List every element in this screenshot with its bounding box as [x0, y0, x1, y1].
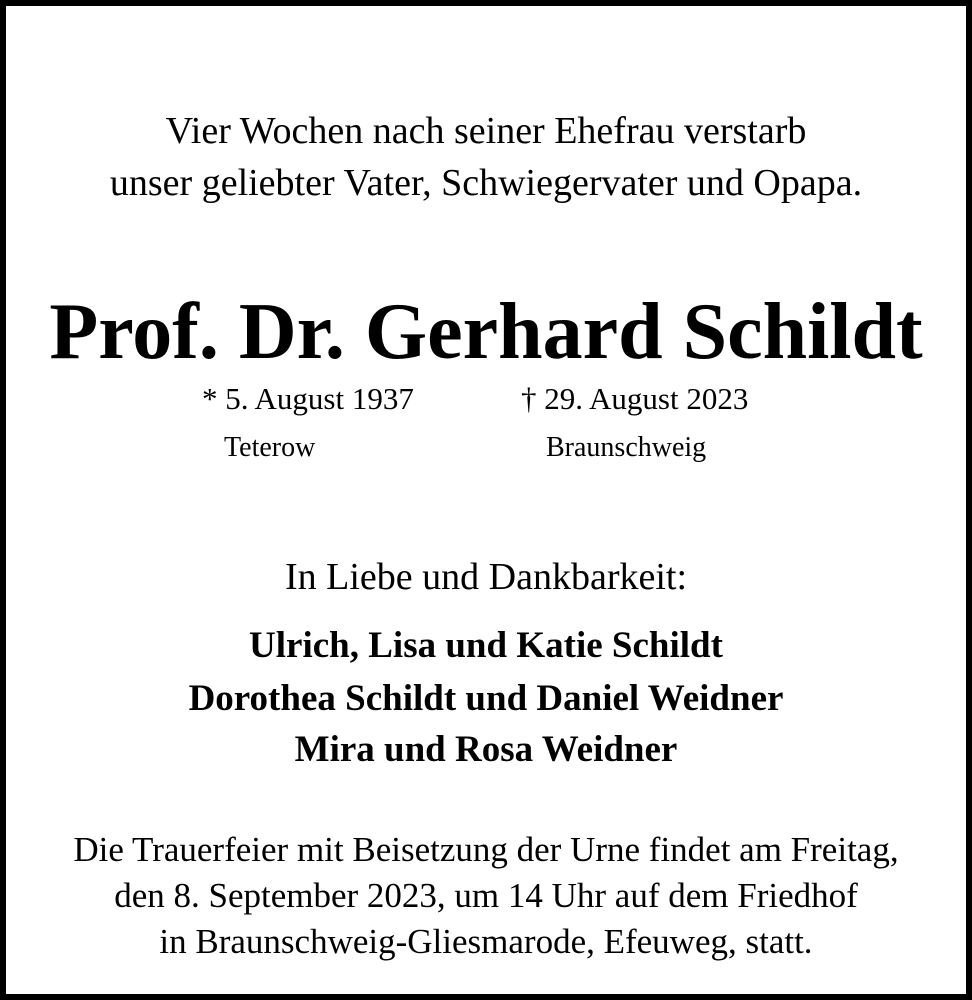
death-date: † 29. August 2023 [521, 381, 749, 416]
funeral-info-line: Die Trauerfeier mit Beisetzung der Urne findet am Freitag, [73, 830, 899, 869]
birth-place: Teterow [224, 432, 316, 463]
intro-line: unser geliebter Vater, Schwiegervater und Opapa. [109, 162, 863, 204]
birth-date: * 5. August 1937 [202, 381, 414, 416]
family-line: Ulrich, Lisa und Katie Schildt [249, 625, 723, 666]
deceased-name: Prof. Dr. Gerhard Schildt [49, 288, 923, 376]
funeral-info-line: in Braunschweig-Gliesmarode, Efeuweg, statt. [159, 922, 813, 961]
family-line: Dorothea Schildt und Daniel Weidner [188, 678, 784, 719]
intro-line: Vier Wochen nach seiner Ehefrau verstarb [165, 110, 807, 152]
gratitude-line: In Liebe und Dankbarkeit: [284, 556, 688, 598]
death-place: Braunschweig [546, 432, 707, 463]
funeral-info-line: den 8. September 2023, um 14 Uhr auf dem Friedhof [114, 876, 858, 915]
family-line: Mira und Rosa Weidner [294, 729, 678, 770]
